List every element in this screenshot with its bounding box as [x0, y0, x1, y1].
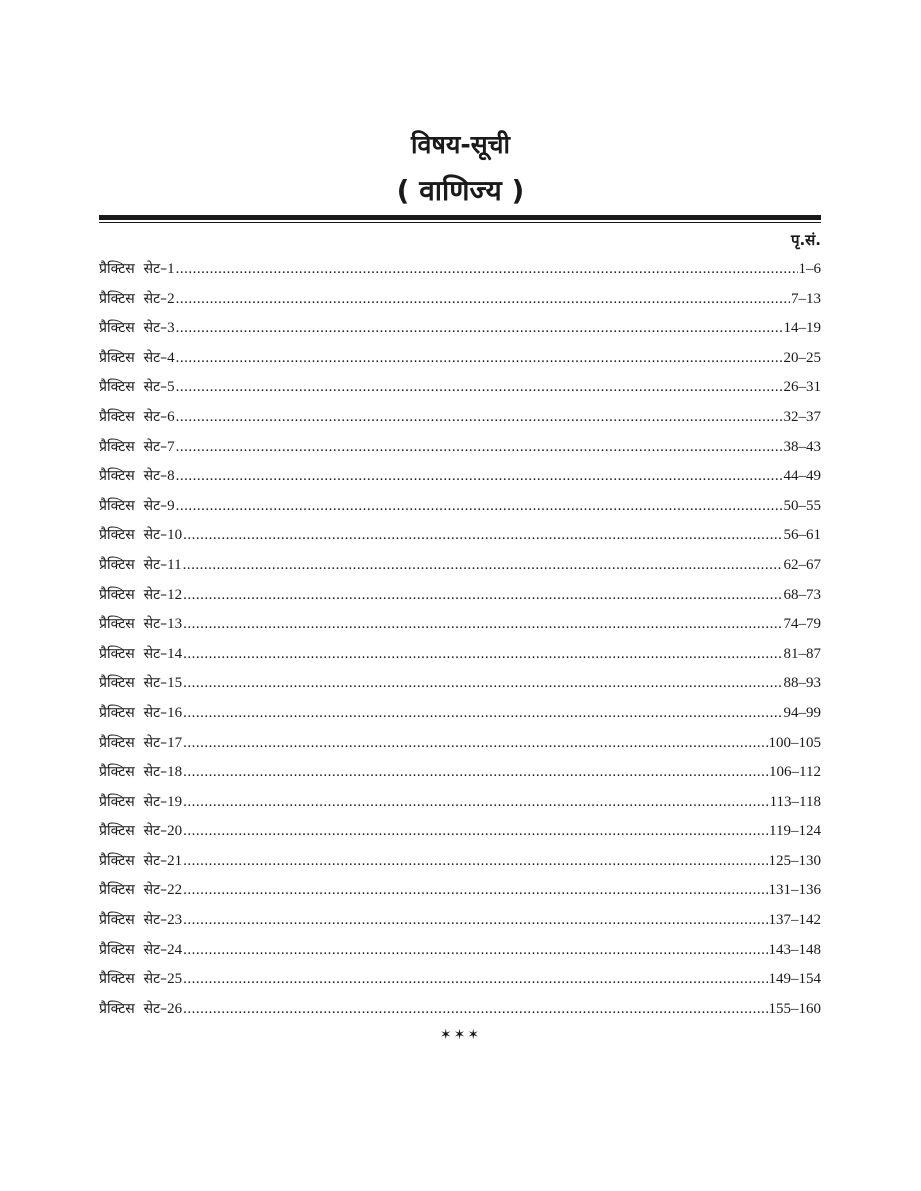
toc-dot-leader	[183, 879, 767, 901]
toc-dot-leader	[183, 939, 767, 961]
toc-entry-pages: 88–93	[783, 675, 821, 692]
page-subtitle: ( वाणिज्य )	[396, 174, 525, 207]
header-rule-thin	[99, 222, 821, 223]
toc-dot-leader	[183, 524, 782, 546]
toc-entry	[99, 968, 821, 998]
toc-dot-leader	[176, 258, 798, 280]
toc-dot-leader	[183, 732, 767, 754]
toc-entry-number: 14	[167, 645, 183, 662]
toc-entry-pages: 7–13	[791, 290, 821, 307]
toc-entry	[99, 909, 821, 939]
toc-entry-pages: 125–130	[768, 852, 821, 869]
toc-dot-leader	[176, 406, 783, 428]
toc-entry-pages: 100–105	[768, 734, 821, 751]
toc-entry-label: प्रैक्टिस सेट–	[99, 734, 168, 751]
toc-entry-pages: 113–118	[769, 793, 821, 810]
toc-entry	[99, 347, 821, 377]
toc-entry-number: 18	[167, 764, 183, 781]
toc-entry-pages: 38–43	[783, 438, 821, 455]
toc-entry-number: 13	[167, 616, 183, 633]
toc-entry-pages: 68–73	[783, 586, 821, 603]
toc-entry-label: प्रैक्टिस सेट–	[99, 438, 168, 455]
toc-entry-number: 8	[167, 468, 175, 485]
toc-dot-leader	[183, 820, 768, 842]
toc-entry-label: प्रैक्टिस सेट–	[99, 349, 168, 366]
toc-entry-label: प्रैक्टिस सेट–	[99, 379, 168, 396]
toc-entry-number: 7	[167, 438, 175, 455]
page-number-column-heading: पृ.सं.	[790, 231, 821, 249]
toc-dot-leader	[183, 584, 782, 606]
toc-entry-label: प्रैक्टिस सेट–	[99, 764, 168, 781]
toc-entry-number: 22	[167, 882, 183, 899]
toc-entry-number: 2	[167, 290, 175, 307]
toc-entry-label: प्रैक्टिस सेट–	[99, 320, 168, 337]
toc-entry	[99, 879, 821, 909]
toc-dot-leader	[176, 376, 783, 398]
toc-entry-pages: 62–67	[783, 556, 821, 573]
toc-entry-label: प्रैक्टिस सेट–	[99, 852, 168, 869]
toc-dot-leader	[176, 465, 783, 487]
toc-entry-number: 9	[167, 497, 175, 514]
toc-entry	[99, 554, 821, 584]
toc-entry-pages: 74–79	[783, 616, 821, 633]
toc-dot-leader	[183, 613, 782, 635]
toc-entry	[99, 998, 821, 1028]
toc-entry-pages: 106–112	[769, 764, 821, 781]
toc-entry	[99, 820, 821, 850]
toc-dot-leader	[183, 672, 782, 694]
toc-dot-leader	[183, 554, 783, 576]
toc-entry	[99, 761, 821, 791]
toc-entry-label: प्रैक्टिस सेट–	[99, 645, 168, 662]
toc-entry	[99, 643, 821, 673]
toc-entry-number: 23	[167, 912, 183, 929]
toc-entry-label: प्रैक्टिस सेट–	[99, 497, 168, 514]
toc-entry-number: 10	[167, 527, 183, 544]
toc-entry	[99, 317, 821, 347]
toc-entry-number: 15	[167, 675, 183, 692]
toc-entry-pages: 44–49	[783, 468, 821, 485]
toc-dot-leader	[183, 791, 768, 813]
toc-entry-number: 24	[167, 941, 183, 958]
toc-entry-label: प्रैक्टिस सेट–	[99, 941, 168, 958]
toc-dot-leader	[183, 702, 782, 724]
toc-dot-leader	[176, 436, 783, 458]
toc-entry-number: 20	[167, 823, 183, 840]
toc-entry-pages: 26–31	[783, 379, 821, 396]
toc-dot-leader	[183, 909, 767, 931]
toc-entry-number: 21	[167, 852, 183, 869]
toc-entry-pages: 94–99	[783, 704, 821, 721]
page-title: विषय-सूची	[411, 130, 510, 159]
toc-entry-label: प्रैक्टिस सेट–	[99, 704, 168, 721]
toc-entry-number: 6	[167, 408, 175, 425]
toc-entry-label: प्रैक्टिस सेट–	[99, 912, 168, 929]
toc-entry-label: प्रैक्टिस सेट–	[99, 586, 168, 603]
toc-entry-label: प्रैक्टिस सेट–	[99, 675, 168, 692]
toc-entry-label: प्रैक्टिस सेट–	[99, 290, 168, 307]
toc-dot-leader	[176, 495, 783, 517]
toc-entry	[99, 376, 821, 406]
toc-entry	[99, 732, 821, 762]
toc-entry	[99, 436, 821, 466]
toc-entry-label: प्रैक्टिस सेट–	[99, 616, 168, 633]
toc-entry-number: 5	[167, 379, 175, 396]
toc-entry-pages: 119–124	[769, 823, 821, 840]
toc-entry-label: प्रैक्टिस सेट–	[99, 468, 168, 485]
toc-dot-leader	[183, 643, 782, 665]
toc-entry-pages: 50–55	[783, 497, 821, 514]
toc-entry-number: 19	[167, 793, 183, 810]
toc-entry-pages: 143–148	[768, 941, 821, 958]
toc-dot-leader	[183, 761, 768, 783]
toc-entry-label: प्रैक्टिस सेट–	[99, 261, 168, 277]
toc-entry	[99, 495, 821, 525]
toc-entry-pages: 32–37	[783, 408, 821, 425]
toc-entry-label: प्रैक्टिस सेट–	[99, 823, 168, 840]
toc-entry-number: 11	[167, 556, 182, 573]
toc-entry-label: प्रैक्टिस सेट–	[99, 527, 168, 544]
toc-dot-leader	[176, 288, 790, 310]
header-rule-thick	[99, 215, 821, 220]
toc-entry-number: 26	[167, 1000, 183, 1017]
toc-entry-label: प्रैक्टिस सेट–	[99, 556, 168, 573]
toc-entry	[99, 850, 821, 880]
toc-entry	[99, 406, 821, 436]
toc-dot-leader	[176, 317, 783, 339]
toc-entry-label: प्रैक्टिस सेट–	[99, 1000, 168, 1017]
toc-entry-pages: 81–87	[783, 645, 821, 662]
toc-entry	[99, 258, 821, 288]
toc-entry	[99, 288, 821, 318]
table-of-contents	[99, 258, 821, 1027]
end-stars-ornament: ✶✶✶	[439, 1027, 482, 1043]
toc-entry	[99, 524, 821, 554]
toc-dot-leader	[183, 998, 767, 1020]
toc-entry	[99, 584, 821, 614]
toc-entry	[99, 939, 821, 969]
toc-entry-pages: 137–142	[768, 912, 821, 929]
toc-entry-number: 16	[167, 704, 183, 721]
toc-entry-label: प्रैक्टिस सेट–	[99, 793, 168, 810]
toc-entry-pages: 155–160	[768, 1000, 821, 1017]
toc-entry-number: 3	[167, 320, 175, 337]
toc-dot-leader	[183, 850, 767, 872]
toc-entry-pages: 149–154	[768, 971, 821, 988]
toc-entry-pages: 131–136	[768, 882, 821, 899]
toc-entry-pages: 1–6	[798, 261, 821, 277]
toc-entry-pages: 14–19	[783, 320, 821, 337]
toc-entry	[99, 702, 821, 732]
toc-entry-number: 17	[167, 734, 183, 751]
toc-dot-leader	[176, 347, 783, 369]
toc-dot-leader	[183, 968, 767, 990]
toc-entry-pages: 56–61	[783, 527, 821, 544]
toc-entry	[99, 672, 821, 702]
toc-entry-number: 1	[167, 261, 175, 277]
toc-entry-pages: 20–25	[783, 349, 821, 366]
toc-entry-number: 4	[167, 349, 175, 366]
toc-entry-label: प्रैक्टिस सेट–	[99, 971, 168, 988]
toc-entry-number: 12	[167, 586, 183, 603]
toc-entry	[99, 613, 821, 643]
toc-entry-label: प्रैक्टिस सेट–	[99, 882, 168, 899]
toc-entry	[99, 465, 821, 495]
toc-entry-number: 25	[167, 971, 183, 988]
toc-entry	[99, 791, 821, 821]
toc-entry-label: प्रैक्टिस सेट–	[99, 408, 168, 425]
